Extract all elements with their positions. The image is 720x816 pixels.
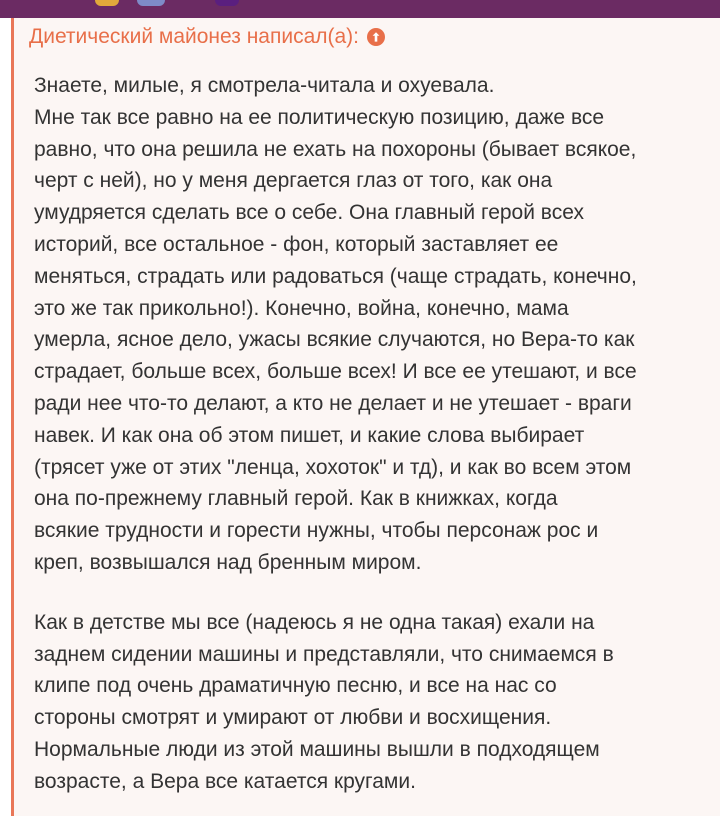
reaction-icon[interactable] xyxy=(137,0,165,6)
quote-line: страдает, больше всех, больше всех! И все ее утешают, и все xyxy=(34,360,637,384)
arrow-up-circle-icon[interactable] xyxy=(367,28,385,46)
reaction-icon[interactable] xyxy=(95,0,119,6)
quote-line: Как в детстве мы все (надеюсь я не одна такая) ехали на xyxy=(34,610,595,634)
quote-line: заднем сидении машины и представляли, что снимаемся в xyxy=(34,642,614,666)
quote-line: креп, возвышался над бренным миром. xyxy=(34,550,422,574)
quote-line: равно, что она решила не ехать на похороны (бывает всякое, xyxy=(34,137,637,161)
quote-line: Нормальные люди из этой машины вышли в подходящем xyxy=(34,737,600,761)
quote-line: умудряется сделать все о себе. Она главный герой всех xyxy=(34,201,584,225)
quote-paragraph xyxy=(34,607,702,798)
quote-line: стороны смотрят и умирают от любви и восхищения. xyxy=(34,706,552,730)
quote-line: умерла, ясное дело, ужасы всякие случаются, но Вера-то как xyxy=(34,328,635,352)
quote-paragraph xyxy=(34,70,702,579)
quote-line: черт с ней), но у меня дергается глаз от того, как она xyxy=(34,169,553,193)
top-bar xyxy=(0,0,720,18)
quote-line: Мне так все равно на ее политическую позицию, даже все xyxy=(34,105,605,129)
top-icons xyxy=(95,0,245,6)
reaction-icon[interactable] xyxy=(215,0,239,6)
quote-line: Знаете, милые, я смотрела-читала и охуевала. xyxy=(34,74,495,97)
quote-line: всякие трудности и горести нужны, чтобы персонаж рос и xyxy=(34,519,599,543)
quote-line: возрасте, а Вера все катается кругами. xyxy=(34,769,416,793)
quote-body xyxy=(34,70,702,798)
quote-line: меняться, страдать или радоваться (чаще страдать, конечно, xyxy=(34,264,637,288)
quote-block xyxy=(11,18,720,816)
quote-line: историй, все остальное - фон, который заставляет ее xyxy=(34,232,559,256)
quote-header[interactable] xyxy=(29,22,385,52)
quote-line: она по-прежнему главный герой. Как в книжках, когда xyxy=(34,487,558,511)
paragraph-gap xyxy=(34,579,702,607)
quote-line: (трясет уже от этих "ленца, хохоток" и тд), и как во всем этом xyxy=(34,455,632,479)
quote-line: это же так прикольно!). Конечно, война, конечно, мама xyxy=(34,296,569,320)
quote-line: ради нее что-то делают, а кто не делает и не утешает - враги xyxy=(34,391,632,415)
quote-line: навек. И как она об этом пишет, и какие слова выбирает xyxy=(34,423,585,447)
quote-author-label[interactable]: Диетический майонез написал(а): xyxy=(29,25,360,48)
quote-line: клипе под очень драматичную песню, и все на нас со xyxy=(34,674,557,698)
